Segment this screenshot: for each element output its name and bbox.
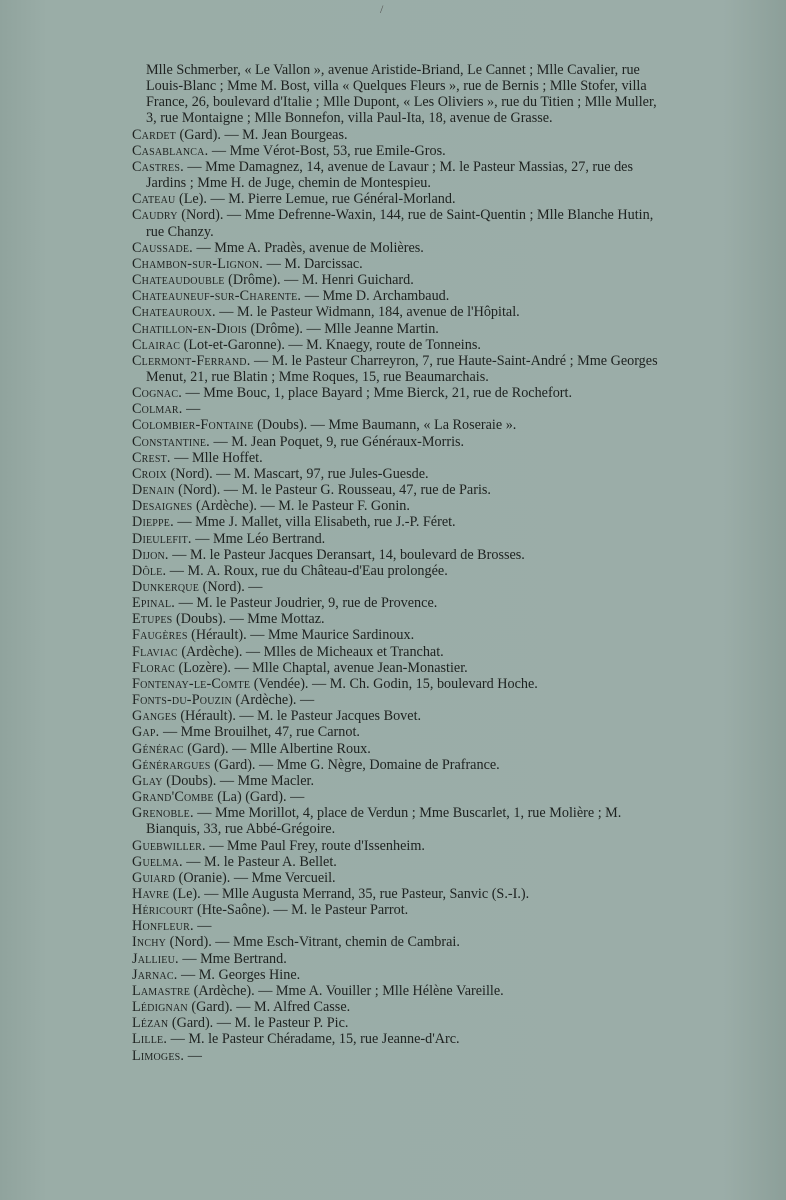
list-item — [132, 934, 660, 950]
contact-details: — M. le Pasteur Joudrier, 9, rue de Provence. — [175, 595, 438, 612]
place-name: Denain — [132, 482, 175, 499]
list-item — [132, 337, 660, 353]
list-item — [132, 1031, 660, 1047]
list-item — [132, 660, 660, 676]
list-item — [132, 401, 660, 417]
contact-details: — Mlle Hoffet. — [170, 449, 263, 466]
contact-details: (Gard). — Mme G. Nègre, Domaine de Prafrance. — [210, 756, 500, 773]
address-list — [132, 62, 660, 1064]
place-name: Fonts-du-Pouzin — [132, 692, 232, 709]
place-name: Guelma. — [132, 853, 183, 870]
place-name: Chambon-sur-Lignon. — [132, 255, 264, 272]
list-item — [132, 692, 660, 708]
place-name: Honfleur. — [132, 918, 194, 935]
contact-details: (Hérault). — M. le Pasteur Jacques Bovet. — [176, 708, 422, 725]
list-item — [132, 127, 660, 143]
contact-details: — — [193, 918, 212, 935]
place-name: Casablanca. — [132, 142, 209, 159]
list-item — [132, 951, 660, 967]
list-item — [132, 999, 660, 1015]
list-item — [132, 159, 660, 191]
list-item — [132, 595, 660, 611]
contact-details: (Doubs). — Mme Macler. — [162, 772, 314, 789]
list-item — [132, 304, 660, 320]
place-name: Constantine. — [132, 433, 210, 450]
contact-details: (Hte-Saône). — M. le Pasteur Parrot. — [193, 902, 409, 919]
place-name: Dieulefit. — [132, 530, 192, 547]
list-item — [132, 1048, 660, 1064]
place-name: Inchy — [132, 934, 167, 951]
list-item — [132, 854, 660, 870]
contact-details: — Mme Bertrand. — [178, 950, 287, 967]
list-item — [132, 240, 660, 256]
place-name: Etupes — [132, 611, 173, 628]
place-name: Dijon. — [132, 546, 169, 563]
list-item — [132, 676, 660, 692]
contact-details: — Mme Damagnez, 14, avenue de Lavaur ; M. le Pasteur Massias, 27, rue des Jardins ; Mme H. de Juge, chemin de Montespieu. — [146, 158, 633, 192]
contact-details: — M. le Pasteur A. Bellet. — [182, 853, 337, 870]
place-name: Chateauneuf-sur-Charente. — [132, 288, 302, 305]
list-item — [132, 563, 660, 579]
place-name: Fontenay-le-Comte — [132, 675, 251, 692]
list-item — [132, 498, 660, 514]
place-name: Cognac. — [132, 385, 182, 402]
list-item — [132, 741, 660, 757]
place-name: Dunkerque — [132, 579, 200, 595]
contact-details: (Ardèche). — Mme A. Vouiller ; Mlle Hélène Vareille. — [190, 982, 504, 999]
contact-details: — Mme Vérot-Bost, 53, rue Emile-Gros. — [208, 142, 446, 159]
place-name: Grand'Combe — [132, 789, 214, 806]
contact-details: — Mme Brouilhet, 47, rue Carnot. — [159, 724, 360, 741]
list-item — [132, 191, 660, 207]
place-name: Epinal. — [132, 595, 176, 612]
list-item — [132, 434, 660, 450]
list-item — [132, 611, 660, 627]
contact-details: (Hérault). — Mme Maurice Sardinoux. — [187, 627, 415, 644]
place-name: Chateaudouble — [132, 272, 225, 289]
list-item — [132, 482, 660, 498]
list-item — [132, 353, 660, 385]
contact-details: — Mme Léo Bertrand. — [191, 530, 326, 547]
contact-details: (Ardèche). — Mlles de Micheaux et Tranchat. — [177, 643, 444, 660]
list-item — [132, 627, 660, 643]
place-name: Colombier-Fontaine — [132, 417, 254, 434]
contact-details: (Drôme). — Mlle Jeanne Martin. — [246, 320, 439, 337]
contact-details: (Ardèche). — — [231, 692, 315, 709]
list-item — [132, 902, 660, 918]
list-item — [132, 207, 660, 239]
place-name: Caussade. — [132, 239, 193, 256]
contact-details: — M. Darcissac. — [263, 255, 363, 272]
contact-details: (La) (Gard). — — [213, 789, 305, 806]
contact-details: — M. le Pasteur Widmann, 184, avenue de l'Hôpital. — [215, 304, 520, 321]
list-item — [132, 967, 660, 983]
contact-details: (Drôme). — M. Henri Guichard. — [224, 272, 414, 289]
list-item — [132, 773, 660, 789]
place-name: Gap. — [132, 724, 160, 741]
list-item — [132, 547, 660, 563]
contact-details: — M. A. Roux, rue du Château-d'Eau prolongée. — [166, 562, 448, 579]
list-item — [132, 531, 660, 547]
list-item — [132, 918, 660, 934]
page-mark: / — [380, 2, 384, 16]
contact-details: — — [184, 1047, 202, 1064]
contact-details: (Le). — Mlle Augusta Merrand, 35, rue Pasteur, Sanvic (S.-I.). — [169, 885, 530, 902]
place-name: Faugères — [132, 627, 188, 644]
place-name: Glay — [132, 772, 163, 789]
place-name: Flaviac — [132, 643, 178, 660]
continued-entry: Mlle Schmerber, « Le Vallon », avenue Aristide-Briand, Le Cannet ; Mlle Cavalier, rue Louis-Blanc ; Mme M. Bost, villa « Quelques Fleurs », rue de Bernis ; Mlle Stofer, villa France, 26, boulevard d'Italie ; Mlle Dupont, « Les Oliviers », rue du Titien ; Mlle Muller, 3, rue Montaigne ; Mlle Bonnefon, villa Paul-Ita, 18, avenue de Grasse. — [146, 62, 657, 127]
place-name: Jarnac. — [132, 966, 178, 983]
place-name: Clermont-Ferrand. — [132, 352, 251, 369]
place-name: Dôle. — [132, 562, 167, 579]
contact-details: (Le). — M. Pierre Lemue, rue Général-Morland. — [175, 191, 456, 208]
place-name: Castres. — [132, 158, 184, 175]
contact-details: — M. Jean Poquet, 9, rue Généraux-Morris. — [209, 433, 465, 450]
place-name: Lille. — [132, 1031, 168, 1048]
place-name: Crest. — [132, 449, 171, 466]
list-item — [132, 983, 660, 999]
place-name: Colmar. — [132, 401, 183, 418]
contact-details: — Mme Bouc, 1, place Bayard ; Mme Bierck, 21, rue de Rochefort. — [181, 385, 573, 402]
contact-details: (Lot-et-Garonne). — M. Knaegy, route de Tonneins. — [180, 336, 481, 353]
place-name: Grenoble. — [132, 805, 194, 822]
contact-details: (Nord). — M. Mascart, 97, rue Jules-Guesde. — [166, 465, 429, 482]
list-item — [132, 385, 660, 401]
list-item — [132, 886, 660, 902]
list-item — [132, 1015, 660, 1031]
list-item — [132, 724, 660, 740]
contact-details: (Gard). — Mlle Albertine Roux. — [183, 740, 371, 757]
contact-details: (Nord). — Mme Esch-Vitrant, chemin de Cambrai. — [166, 934, 460, 951]
list-item — [132, 321, 660, 337]
contact-details: — Mme A. Pradès, avenue de Molières. — [192, 239, 424, 256]
place-name: Jallieu. — [132, 950, 179, 967]
place-name: Lédignan — [132, 999, 188, 1016]
list-item — [132, 417, 660, 433]
contact-details: — Mme Paul Frey, route d'Issenheim. — [205, 837, 425, 854]
place-name: Croix — [132, 465, 167, 482]
place-name: Limoges. — [132, 1047, 185, 1064]
place-name: Dieppe. — [132, 514, 174, 531]
place-name: Florac — [132, 659, 175, 676]
place-name: Lamastre — [132, 982, 191, 999]
contact-details: (Vendée). — M. Ch. Godin, 15, boulevard Hoche. — [250, 675, 538, 692]
contact-details: — Mme D. Archambaud. — [301, 288, 450, 305]
list-item — [132, 514, 660, 530]
list-item — [132, 466, 660, 482]
place-name: Générac — [132, 740, 184, 757]
list-item — [132, 805, 660, 837]
contact-details: (Oranie). — Mme Vercueil. — [175, 869, 336, 886]
list-item — [132, 143, 660, 159]
place-name: Héricourt — [132, 902, 194, 919]
contact-details: (Doubs). — Mme Baumann, « La Roseraie ». — [253, 417, 517, 434]
contact-details: (Gard). — M. Jean Bourgeas. — [176, 126, 348, 143]
place-name: Guebwiller. — [132, 837, 206, 854]
list-item — [132, 708, 660, 724]
list-item — [132, 870, 660, 886]
contact-details: (Lozère). — Mlle Chaptal, avenue Jean-Monastier. — [174, 659, 468, 676]
place-name: Ganges — [132, 708, 177, 725]
list-item — [132, 288, 660, 304]
place-name: Clairac — [132, 336, 181, 353]
contact-details: (Gard). — M. Alfred Casse. — [187, 999, 351, 1016]
place-name: Desaignes — [132, 498, 193, 515]
list-item — [132, 789, 660, 805]
contact-details: (Nord). — M. le Pasteur G. Rousseau, 47, rue de Paris. — [174, 482, 491, 499]
contact-details: — — [182, 401, 201, 418]
place-name: Chateauroux. — [132, 304, 216, 321]
place-name: Cardet — [132, 126, 176, 143]
contact-details: — M. le Pasteur Charreyron, 7, rue Haute-Saint-André ; Mme Georges Menut, 21, rue Blatin ; Mme Roques, 15, rue Beaumarchais. — [146, 352, 658, 385]
contact-details: — M. Georges Hine. — [177, 966, 301, 983]
contact-details: (Gard). — M. le Pasteur P. Pic. — [168, 1015, 349, 1032]
contact-details: (Doubs). — Mme Mottaz. — [172, 611, 325, 628]
list-item — [132, 256, 660, 272]
contact-details: — M. le Pasteur Jacques Deransart, 14, boulevard de Brosses. — [168, 546, 525, 563]
list-item — [132, 579, 660, 595]
contact-details: (Nord). — — [199, 579, 263, 595]
place-name: Guiard — [132, 869, 176, 886]
list-item — [132, 450, 660, 466]
place-name: Cateau — [132, 191, 176, 208]
contact-details: — M. le Pasteur Chéradame, 15, rue Jeanne-d'Arc. — [167, 1031, 460, 1048]
contact-details: (Ardèche). — M. le Pasteur F. Gonin. — [192, 498, 410, 515]
place-name: Lézan — [132, 1015, 169, 1032]
list-item — [132, 644, 660, 660]
place-name: Générargues — [132, 756, 211, 773]
contact-details: (Nord). — Mme Defrenne-Waxin, 144, rue de Saint-Quentin ; Mlle Blanche Hutin, rue Chanzy. — [146, 207, 654, 240]
contact-details: — Mme J. Mallet, villa Elisabeth, rue J.-P. Féret. — [173, 514, 456, 531]
list-item — [132, 757, 660, 773]
contact-details: — Mme Morillot, 4, place de Verdun ; Mme Buscarlet, 1, rue Molière ; M. Bianquis, 33, rue Abbé-Grégoire. — [146, 805, 622, 838]
list-item — [132, 838, 660, 854]
list-item — [132, 272, 660, 288]
place-name: Caudry — [132, 207, 178, 224]
place-name: Havre — [132, 885, 170, 902]
place-name: Chatillon-en-Diois — [132, 320, 247, 337]
